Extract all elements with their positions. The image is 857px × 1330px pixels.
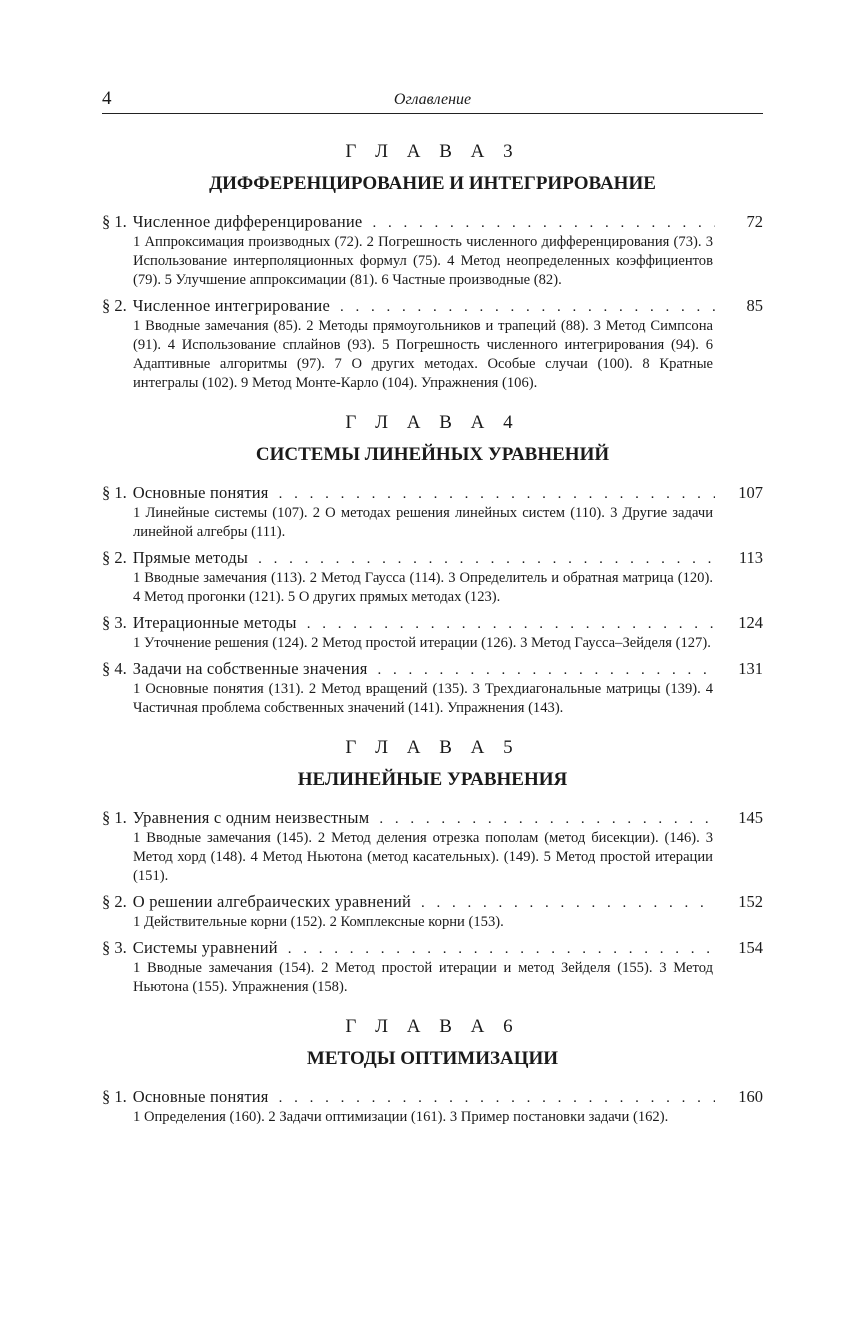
section-page: 113 [738, 548, 763, 567]
chapter-label: Г Л А В А 5 [345, 737, 520, 758]
table-of-contents [102, 140, 763, 1145]
section-number: § 1. [102, 808, 127, 827]
toc-entry[interactable] [102, 483, 763, 542]
section-page: 154 [738, 938, 763, 957]
section-subtopics: 1 Основные понятия (131). 2 Метод вращений (135). 3 Трехдиагональные матрицы (139). 4 Частичная проблема собственных значений (141). Упражнения (143). [133, 681, 713, 716]
dot-leader [279, 1088, 715, 1108]
dot-leader [279, 484, 715, 504]
section-subtopics: 1 Действительные корни (152). 2 Комплексные корни (153). [133, 914, 504, 930]
section-title[interactable]: Итерационные методы [132, 613, 297, 632]
section-number: § 2. [102, 892, 127, 911]
section-page: 152 [738, 892, 763, 911]
section-number: § 3. [102, 613, 127, 632]
section-number: § 1. [102, 212, 127, 231]
section-subtopics: 1 Вводные замечания (113). 2 Метод Гаусса (114). 3 Определитель и обратная матрица (120). 4 Метод прогонки (121). 5 О других прямых методах (123). [133, 570, 713, 605]
section-title[interactable]: О решении алгебраических уравнений [132, 892, 412, 911]
toc-entry[interactable] [102, 212, 763, 290]
section-subtopics: 1 Линейные системы (107). 2 О методах решения линейных систем (110). 3 Другие задачи линейной алгебры (111). [133, 505, 713, 540]
page-number: 4 [102, 88, 112, 109]
section-subtopics: 1 Вводные замечания (145). 2 Метод деления отрезка пополам (метод бисекции). (146). 3 Метод хорд (148). 4 Метод Ньютона (метод касательных). (149). 5 Метод простой итерации (151). [133, 830, 713, 884]
section-subtopics: 1 Аппроксимация производных (72). 2 Погрешность численного дифференцирования (73). 3 Использование интерполяционных формул (75). 4 Метод неопределенных коэффициентов (79). 5 Улучшение аппроксимации (81). 6 Частные производные (82). [133, 234, 713, 288]
section-subtopics: 1 Определения (160). 2 Задачи оптимизации (161). 3 Пример постановки задачи (162). [133, 1109, 669, 1125]
section-page: 107 [738, 483, 763, 502]
section-number: § 1. [102, 483, 127, 502]
dot-leader [378, 660, 715, 680]
dot-leader [288, 939, 715, 959]
section-number: § 3. [102, 938, 127, 957]
toc-entry[interactable] [102, 1087, 763, 1127]
chapter-5 [102, 736, 763, 997]
chapter-4 [102, 411, 763, 718]
section-subtopics: 1 Уточнение решения (124). 2 Метод простой итерации (126). 3 Метод Гаусса–Зейделя (127). [133, 635, 711, 651]
section-title[interactable]: Основные понятия [132, 483, 269, 502]
chapter-title: НЕЛИНЕЙНЫЕ УРАВНЕНИЯ [297, 769, 568, 790]
dot-leader [340, 297, 715, 317]
toc-entry[interactable] [102, 659, 763, 718]
dot-leader [421, 893, 715, 913]
section-page: 124 [738, 613, 763, 632]
section-title[interactable]: Уравнения с одним неизвестным [132, 808, 370, 827]
section-title[interactable]: Основные понятия [132, 1087, 269, 1106]
chapter-label: Г Л А В А 3 [345, 141, 520, 162]
section-number: § 4. [102, 659, 127, 678]
section-number: § 1. [102, 1087, 127, 1106]
toc-entry[interactable] [102, 808, 763, 886]
chapter-label: Г Л А В А 4 [345, 412, 520, 433]
section-page: 145 [738, 808, 763, 827]
toc-entry[interactable] [102, 548, 763, 607]
toc-entry[interactable] [102, 938, 763, 997]
dot-leader [379, 809, 715, 829]
section-page: 160 [738, 1087, 763, 1106]
chapter-6 [102, 1015, 763, 1127]
chapter-title: СИСТЕМЫ ЛИНЕЙНЫХ УРАВНЕНИЙ [255, 444, 610, 465]
chapter-title: МЕТОДЫ ОПТИМИЗАЦИИ [306, 1048, 559, 1069]
section-subtopics: 1 Вводные замечания (154). 2 Метод простой итерации и метод Зейделя (155). 3 Метод Ньютона (155). Упражнения (158). [133, 960, 713, 995]
section-title[interactable]: Численное дифференцирование [132, 212, 363, 231]
section-title[interactable]: Системы уравнений [132, 938, 278, 957]
toc-entry[interactable] [102, 892, 763, 932]
running-title: Оглавление [393, 91, 472, 108]
section-title[interactable]: Численное интегрирование [132, 296, 330, 315]
section-page: 85 [746, 296, 763, 315]
section-number: § 2. [102, 296, 127, 315]
toc-entry[interactable] [102, 296, 763, 393]
section-subtopics: 1 Вводные замечания (85). 2 Методы прямоугольников и трапеций (88). 3 Метод Симпсона (91). 4 Использование сплайнов (93). 5 Погрешность численного интегрирования (94). 6 Адаптивные алгоритмы (97). 7 О других методах. Особые случаи (100). 8 Кратные интегралы (102). 9 Метод Монте-Карло (104). Упражнения (106). [133, 318, 713, 391]
section-title[interactable]: Задачи на собственные значения [132, 659, 368, 678]
section-number: § 2. [102, 548, 127, 567]
toc-entry[interactable] [102, 613, 763, 653]
chapter-3 [102, 140, 763, 393]
section-title[interactable]: Прямые методы [132, 548, 249, 567]
dot-leader [258, 549, 715, 569]
page-header [102, 88, 763, 114]
chapter-label: Г Л А В А 6 [345, 1016, 520, 1037]
section-page: 72 [746, 212, 763, 231]
section-page: 131 [738, 659, 763, 678]
dot-leader [372, 213, 715, 233]
chapter-title: ДИФФЕРЕНЦИРОВАНИЕ И ИНТЕГРИРОВАНИЕ [209, 173, 656, 194]
dot-leader [307, 614, 715, 634]
